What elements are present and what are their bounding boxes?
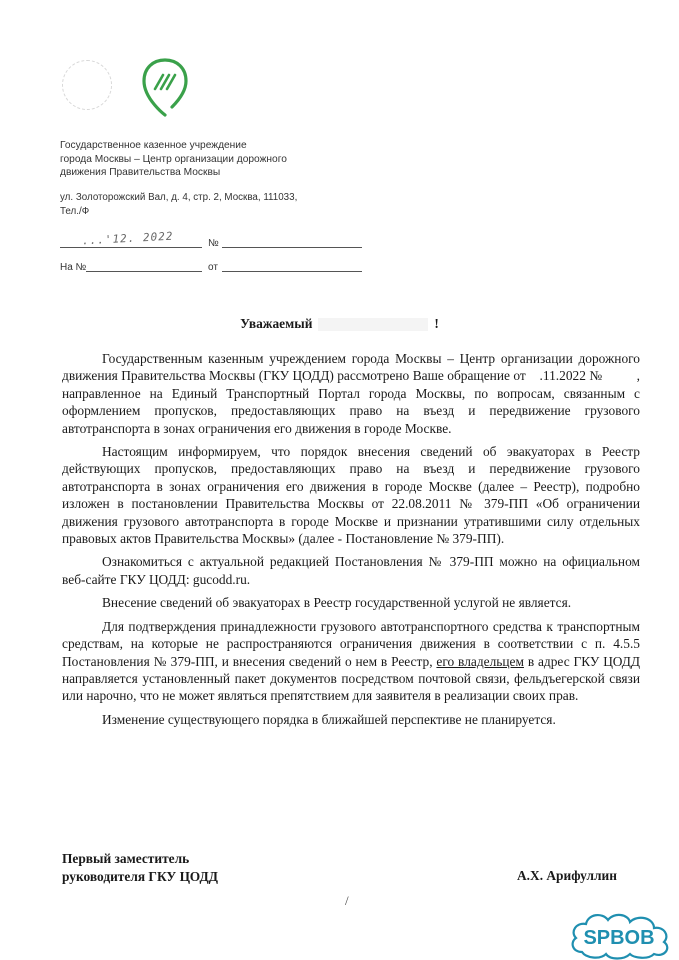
p5-underlined: его владельцем [436, 653, 524, 669]
signature-mark: / [345, 893, 349, 908]
number-label: № [208, 238, 219, 249]
paragraph-6: Изменение существующего порядка в ближайшей перспективе не планируется. [102, 711, 556, 727]
codd-logo-icon [138, 55, 192, 119]
org-line-2: города Москвы – Центр организации дорожного [60, 153, 287, 165]
paragraph-1 [62, 350, 640, 437]
p5-part-a: Для подтверждения принадлежности грузового автотранспортного средства к транспортным средствам, на которые не распространяются ограничения движения в соответствии с п. 4.5.5 Постановления № 379-ПП, и внесения сведений о нем в Реестр, [62, 618, 640, 669]
salutation [0, 316, 679, 332]
p1-part-b: , направленное на Единый Транспортный Портал города Москвы, по вопросам, связанным с оформлением пропусков, предоставляющих право на въезд и передвижение грузового автотранспорта в зонах ограничения его движения в городе Москве. [62, 368, 640, 436]
number-line [222, 247, 362, 248]
salutation-suffix: ! [434, 316, 439, 331]
signatory-name: А.Х. Арифуллин [517, 868, 617, 883]
watermark-text: SPBOB [583, 927, 655, 949]
spbob-watermark-badge [568, 908, 678, 960]
p5-part-b: в адрес ГКУ ЦОДД направляется установленный пакет документов посредством почтовой связи, фельдъегерской связи или нарочно, что не может являться препятствием для заявителя в реализации своих прав. [62, 653, 640, 704]
signatory-title-line-2: руководителя ГКУ ЦОДД [62, 869, 218, 884]
organization-address [60, 191, 400, 218]
signatory-title-line-1: Первый заместитель [62, 851, 190, 866]
address-line: ул. Золоторожский Вал, д. 4, стр. 2, Москва, 111033, [60, 192, 298, 203]
redacted-name [318, 318, 428, 331]
incoming-number-line [86, 271, 202, 272]
p1-part-a: Государственным казенным учреждением города Москвы – Центр организации дорожного движения Правительства Москвы (ГКУ ЦОДД) рассмотрено Ваше обращение от [62, 351, 640, 384]
faint-stamp-mark [62, 60, 112, 110]
handwritten-date: ...'12. 2022 [81, 229, 174, 248]
org-line-1: Государственное казенное учреждение [60, 140, 247, 151]
phone-label: Тел./Ф [60, 205, 90, 217]
paragraph-3: Ознакомиться с актуальной редакцией Постановления № 379-ПП можно на официальном веб-сайте ГКУ ЦОДД: gucodd.ru. [62, 554, 640, 587]
from-line [222, 271, 362, 272]
paragraph-2: Настоящим информируем, что порядок внесения сведений об эвакуаторах в Реестр действующих пропусков, предоставляющих право на въезд и передвижение грузового автотранспорта в зонах ограничения его движения в городе Москве (далее – Реестр), подробно изложен в постановлении Правительства Москвы от 22.08.2011 № 379-ПП «Об ограничении движения грузового автотранспорта в городе Москве и признании утратившими силу отдельных правовых актов Правительства Москвы» (далее - Постановление № 379-ПП). [62, 444, 640, 547]
paragraph-5 [62, 618, 640, 705]
p1-date: .11.2022 № [539, 368, 603, 384]
organization-name [60, 139, 400, 180]
paragraph-4: Внесение сведений об эвакуаторах в Реестр государственной услугой не является. [102, 595, 572, 611]
incoming-number-label: На № [60, 262, 87, 273]
date-line [60, 247, 202, 248]
letter-body [62, 350, 640, 734]
org-line-3: движения Правительства Москвы [60, 167, 221, 179]
signatory-title [62, 850, 218, 886]
salutation-prefix: Уважаемый [240, 316, 313, 331]
from-label: от [208, 262, 218, 273]
